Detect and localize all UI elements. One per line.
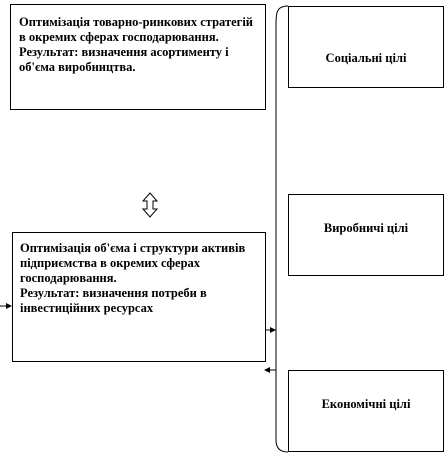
goal-label-social: Соціальні цілі	[325, 51, 407, 65]
goal-label-production: Виробничі цілі	[323, 221, 409, 235]
goal-box-social	[288, 6, 444, 88]
arrow-left-icon	[264, 367, 276, 373]
goal-box-production	[288, 194, 444, 276]
goal-box-economic	[288, 370, 444, 452]
top-strategy-text: Оптимізація товарно-ринкових стратегій в окремих сферах господарювання. Результат: визначення асортименту і об'єма виробництва.	[19, 15, 253, 74]
top-strategy-box	[10, 4, 266, 110]
bottom-assets-result-text: Результат: визначення потреби в інвестиційних ресурсах	[20, 286, 207, 315]
goals-bracket	[276, 6, 288, 452]
bottom-assets-box	[12, 232, 266, 362]
bottom-assets-text	[20, 241, 258, 316]
double-arrow-icon	[143, 193, 157, 217]
bottom-assets-main-text: Оптимізація об'єма і структури активів підприємства в окремих сферах господарювання.	[20, 241, 246, 285]
goal-label-economic: Економічні цілі	[321, 397, 411, 411]
arrow-right-icon	[266, 327, 276, 333]
arrow-right-icon	[0, 303, 12, 309]
